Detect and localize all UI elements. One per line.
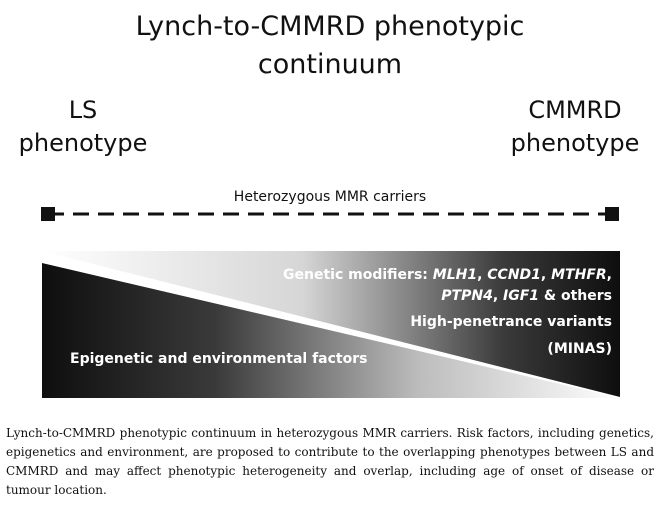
gene-ccnd1: CCND1 bbox=[487, 267, 541, 283]
modifiers-prefix: Genetic modifiers: bbox=[283, 267, 433, 283]
figure-caption: Lynch-to-CMMRD phenotypic continuum in heterozygous MMR carriers. Risk factors, including genetics, epigenetics and environment, are proposed to contribute to the overlapping phenotypes between LS and CMMRD and may affect phenotypic heterogeneity and overlap, including age of onset of disease or tumour location. bbox=[6, 426, 654, 497]
gene-igf1: IGF1 bbox=[503, 288, 540, 304]
ls-label-line-2: phenotype bbox=[18, 129, 148, 157]
genetic-modifiers-line-2: PTPN4, IGF1 & others bbox=[441, 288, 612, 304]
gene-ptpn4: PTPN4 bbox=[441, 288, 493, 304]
title-line-1: Lynch-to-CMMRD phenotypic bbox=[135, 11, 525, 42]
ls-end-marker bbox=[41, 207, 55, 221]
genetic-modifiers-line-1: Genetic modifiers: MLH1, CCND1, MTHFR, bbox=[283, 267, 612, 283]
modifiers-suffix: & others bbox=[539, 288, 612, 304]
cmmrd-end-marker bbox=[605, 207, 619, 221]
cmmrd-label-line-2: phenotype bbox=[510, 129, 640, 157]
carriers-label: Heterozygous MMR carriers bbox=[233, 189, 427, 205]
gene-mlh1: MLH1 bbox=[432, 267, 478, 283]
ls-label-line-1: LS bbox=[68, 96, 98, 124]
title-line-2: continuum bbox=[257, 49, 403, 80]
minas-label: (MINAS) bbox=[547, 341, 612, 357]
epigenetic-factors-label: Epigenetic and environmental factors bbox=[70, 351, 368, 367]
gene-mthfr: MTHFR bbox=[551, 267, 607, 283]
high-penetrance-label: High-penetrance variants bbox=[410, 314, 612, 330]
cmmrd-label-line-1: CMMRD bbox=[528, 96, 622, 124]
